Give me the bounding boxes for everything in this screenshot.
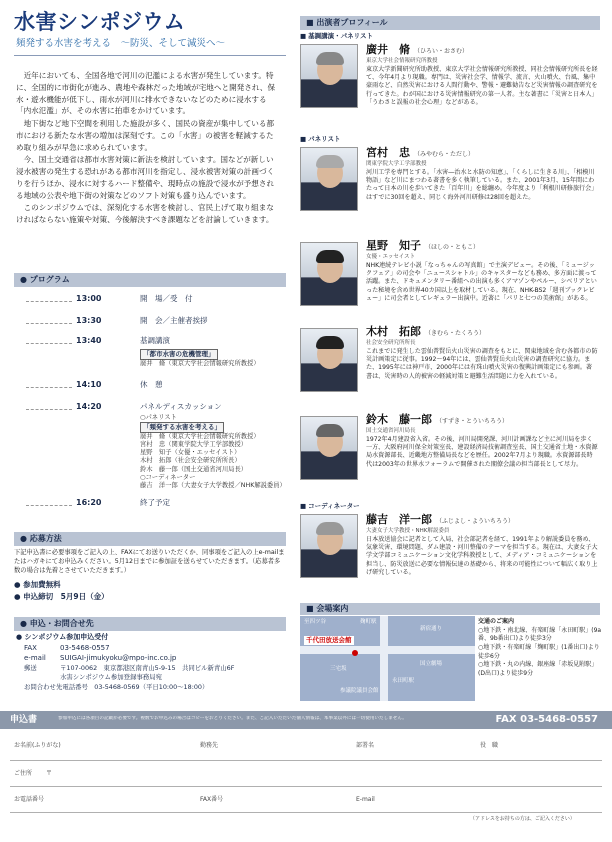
program-dash xyxy=(26,409,72,410)
program-desc: 休 憩 xyxy=(140,380,163,389)
contact-post-row2: 水害シンポジウム参加登録事務局宛 xyxy=(60,673,163,682)
intro-paragraph: 近年においても、全国各地で河川の氾濫による水害が発生しています。特に、全国的に市街化が進み、農地や森林だった地域が宅地へと開発され、保水・遊水機能が低下し、雨水が河川に排水できないなどのために浸水する「内水氾濫」が、その水害に拍車をかけています。 xyxy=(16,71,276,116)
profile-card xyxy=(300,236,600,318)
access-title: 交通のご案内 xyxy=(478,618,515,625)
venue-map xyxy=(300,616,475,701)
profile-card xyxy=(300,410,600,498)
program-desc: 開 場／受 付 xyxy=(140,294,193,303)
program-row xyxy=(18,402,286,498)
profile-name xyxy=(366,413,508,428)
panelist: 木村 拓郎（社会安全研究所所長） xyxy=(140,457,241,465)
contact-heading xyxy=(14,617,286,631)
venue-info xyxy=(478,618,603,679)
panelist: 廣井 脩（東京大学社会情報研究所教授） xyxy=(140,432,260,440)
keynote-speaker: 廣井 脩（東京大学社会情報研究所教授） xyxy=(140,359,260,367)
dept-field-label: 部署名 xyxy=(356,742,375,749)
contact-post-row xyxy=(16,664,288,674)
post-address: 〒107-0062 東京都港区南青山5-9-15 共同ビル新青山6F xyxy=(60,663,235,672)
fax-label: FAX xyxy=(24,643,37,652)
program-list xyxy=(18,290,286,507)
profile-photo xyxy=(300,416,358,480)
email-footnote: （アドレスをお持ちの方は、ご記入ください） xyxy=(470,816,575,822)
profile-role: 東京大学社会情報研究所教授 xyxy=(366,58,438,64)
access-item: ○地下鉄・丸の内線、銀座線「赤坂見附駅」(D出口)より徒歩9分 xyxy=(478,661,598,678)
venue-heading xyxy=(300,603,600,615)
contact-heading-text: 申込・お問合せ先 xyxy=(29,619,94,628)
tel-number: 03-5468-0569 xyxy=(94,682,140,691)
profile-bio: これまでに発生した雲仙普賢岳火山災害の調査をもとに、関東地域を含む各都市の防災計画策定に従事。1992〜94年には、雲仙普賢岳火山災害の調査研究に協力。また、1995年には神戸市、2000年には有珠山噴火災害の復興計画策定にも参画。著書は、災害時の人的被害の軽減対策と避難生活問題に力を入れている。 xyxy=(366,348,598,380)
map-label: 至四ツ谷 xyxy=(304,619,327,625)
profile-category: ■ 基調講演・パネリスト xyxy=(300,32,600,41)
post-label: 郵送 xyxy=(24,663,37,672)
program-time: 14:20 xyxy=(76,402,102,411)
program-desc: パネルディスカッション xyxy=(140,402,222,411)
apply-fee: ● 参加費無料 xyxy=(14,580,61,589)
company-field-label: 勤務先 xyxy=(200,742,219,749)
profile-bio: 東京大学新聞研究所助教授、東京大学社会情報研究所教授、同社会情報研究所長を経て、今年4月より現職。専門は、災害社会学、情報学、流言、火山噴火、台風、集中豪雨など、自然災害における人間行動や、警報・避難勧告など災害情報の調査研究を行ってきた。わが国における災害情報研究の第一人者。主な著書に「災害と日本人」「うわさと誤報の社会心理」などがある。 xyxy=(366,66,598,106)
profile-kana: （ほしの・ともこ） xyxy=(425,244,480,251)
coordinator: 藤吉 洋一郎（大妻女子大学教授／NHK解説委員） xyxy=(140,481,286,489)
profile-card xyxy=(300,322,600,404)
map-label: 永田町駅 xyxy=(392,678,415,684)
postal-field-label: 〒 xyxy=(46,770,53,777)
program-heading xyxy=(14,273,286,287)
profile-role: 関東学院大学工学部教授 xyxy=(366,161,427,167)
program-desc: 終了予定 xyxy=(140,498,170,507)
coordinator-label: ○コーディネーター xyxy=(140,473,196,481)
profile-heading-icon: ■ xyxy=(306,18,314,27)
form-heading-bar xyxy=(0,711,612,729)
map-label: 参議院議員会館 xyxy=(340,688,379,694)
program-desc: 基調講演 xyxy=(140,336,170,345)
keynote-title: 「都市水害の危機管理」 xyxy=(140,349,218,360)
profile-bio: 日本放送協会に記者として入局、社会部記者を経て、1991年より解説委員を務め、気象災害、環境問題、ダム建設・河川整備のテーマを担当する。現在は、大妻女子大学文学部コミュニケーション文化学科教授として、メディア・コミュニケーションを担当し、防災放送に必要な情報伝達の基礎から、将来の可能性について幅広く取り上げ研究している。 xyxy=(366,536,598,576)
map-marker-icon xyxy=(352,650,358,656)
profile-role: 女優・エッセイスト xyxy=(366,254,416,260)
map-hall-label: 千代田放送会館 xyxy=(306,636,352,644)
panelists-label: ○パネリスト xyxy=(140,414,177,421)
tel-hours: （平日10:00〜18:00） xyxy=(139,682,209,691)
map-label: 麹町駅 xyxy=(360,619,377,625)
profile-bio: 河川工学を専門とする。「水害―治水と水防の知恵」、「くらしに生きる川」、「相模川物語」など川にまつわる著書を多く執筆している。また、2001年3月、15年間にわたって日本の川を歩いてきた「百年川」を総纏め。今年度より「利根川研修旅行会」はすでに30回を超え、同じく海外河川研修は28回を超えた。 xyxy=(366,169,598,201)
profile-category: ■ コーディネーター xyxy=(300,502,600,511)
contact-org: シンポジウム参加申込受付 xyxy=(24,633,109,641)
contact-org-row: ● シンポジウム参加申込受付 xyxy=(16,633,109,641)
program-row xyxy=(18,336,286,380)
email-label: e-mail xyxy=(24,654,46,662)
fax-field-label: FAX番号 xyxy=(200,796,224,803)
contact-tel-row xyxy=(24,683,288,693)
profile-heading-text: 出演者プロフィール xyxy=(316,18,388,27)
program-row xyxy=(18,316,286,330)
profile-name xyxy=(366,513,514,528)
program-row xyxy=(18,380,286,394)
profile-role: 大妻女子大学教授・NHK解説委員 xyxy=(366,528,450,534)
tel-label: お問合わせ先電話番号 xyxy=(24,682,88,691)
profile-role: 国土交通省河川局長 xyxy=(366,428,416,434)
contact-block xyxy=(16,632,288,692)
panelist: 鈴木 藤一郎（国土交通省河川局長） xyxy=(140,465,248,473)
contact-fax-row xyxy=(16,643,288,654)
profile-name-text: 星野 知子 xyxy=(366,239,421,252)
profile-heading xyxy=(300,16,600,30)
profile-card xyxy=(300,502,600,602)
deadline-text: 申込締切 5月9日（金） xyxy=(23,592,109,601)
form-fax: FAX 03-5468-0557 xyxy=(495,714,598,725)
program-time: 13:30 xyxy=(76,316,102,325)
profile-name-text: 木村 拓郎 xyxy=(366,325,421,338)
program-time: 13:00 xyxy=(76,294,102,303)
panel-title: 「頻発する水害を考える」 xyxy=(140,422,224,433)
contact-heading-icon: ● xyxy=(20,619,27,628)
profile-kana: （ひろい・おさむ） xyxy=(414,48,469,55)
form-heading: 申込書 xyxy=(10,715,38,725)
map-label: 新宿通り xyxy=(420,626,443,632)
profile-kana: （ふじよし・よういちろう） xyxy=(436,518,515,525)
contact-email-row xyxy=(16,653,288,664)
profile-card xyxy=(300,32,600,132)
access-item: ○地下鉄・有楽町線「麹町駅」(1番出口)より徒歩6分 xyxy=(478,644,600,660)
profile-kana: （みやむら・ただし） xyxy=(414,151,475,158)
program-time: 14:10 xyxy=(76,380,102,389)
keynote-block xyxy=(140,349,300,368)
profile-photo xyxy=(300,328,358,392)
profile-role: 社会安全研究所所長 xyxy=(366,340,416,346)
profile-bio: NHK連続テレビ小説「なっちゃんの写真館」で主演デビュー。その後、「ミュージックフェア」の司会や「ニュースシャトル」のキャスターなども務め、多方面に渡って活躍。また、ドキュメンタリー番組への出演も多くアマゾンやペルー、シベリアといった秘境を含め世界40カ国以上を取材している。現在、NHK-BS2「週刊ブックレビュー」に司会者としてレギュラー出演中。近著に「パリと七つの美術館」がある。 xyxy=(366,262,597,302)
program-time: 13:40 xyxy=(76,336,102,345)
page-subtitle: 頻発する水害を考える 〜防災、そして減災へ〜 xyxy=(16,38,226,49)
apply-text: 下記申込書に必要事項をご記入の上、FAXにてお送りいただくか、同事項をご記入の上e-mailまたはハガキにてお申込みください。5月12日までに参加証を送らせていただきます。（応募者多数の場合は先着とさせていただきます。） xyxy=(14,549,285,574)
name-row-input[interactable] xyxy=(10,760,602,761)
program-row xyxy=(18,294,286,308)
fee-text: 参加費無料 xyxy=(23,580,61,589)
profile-name xyxy=(366,43,468,58)
title-field-label: 役 職 xyxy=(480,742,499,749)
phone-row-input[interactable] xyxy=(10,812,602,813)
profile-name-text: 藤吉 洋一郎 xyxy=(366,513,432,526)
profile-photo xyxy=(300,242,358,306)
page-title: 水害シンポジウム xyxy=(14,10,186,34)
program-dash xyxy=(26,343,72,344)
program-heading-icon: ● xyxy=(20,275,27,284)
venue-heading-icon: ■ xyxy=(306,604,314,613)
intro-text xyxy=(16,70,281,227)
program-dash xyxy=(26,505,72,506)
apply-heading-text: 応募方法 xyxy=(29,534,62,543)
program-time: 16:20 xyxy=(76,498,102,507)
intro-paragraph: 今、国土交通省は都市水害対策に新法を検討しています。国などが新しい浸水被害の発生する恐れがある都市河川を指定し、浸水被害対策の計画づくりを行うほか、浸水に対するハード整備や、現時点の施設で浸水が予想される地域の公表や地下街の対策などのソフト対策も盛り込んでいます。 xyxy=(16,155,275,200)
program-desc: 開 会／主催者挨拶 xyxy=(140,316,208,325)
profile-name xyxy=(366,239,479,254)
apply-heading-icon: ● xyxy=(20,534,27,543)
apply-heading xyxy=(14,532,286,546)
profile-kana: （すずき・とういちろう） xyxy=(436,418,509,425)
program-dash xyxy=(26,387,72,388)
panelist: 星野 知子（女優・エッセイスト） xyxy=(140,449,241,457)
program-heading-text: プログラム xyxy=(29,275,70,284)
profile-photo xyxy=(300,147,358,211)
name-field-label: お名前(ふりがな) xyxy=(14,742,61,749)
program-dash xyxy=(26,301,72,302)
profile-kana: （きむら・たくろう） xyxy=(425,330,486,337)
profile-name xyxy=(366,146,474,161)
intro-paragraph: このシンポジウムでは、深刻化する水害を検討し、官民上げて取り組まなければならない施策や対策、今後解決すべき課題などを討論していきます。 xyxy=(16,203,274,225)
access-item: ○地下鉄・南北線、有楽町線「永田町駅」(9a番、9b番出口)より徒歩3分 xyxy=(478,626,602,643)
email-link[interactable]: SUIGAI-jimukyoku@mpo-inc.co.jp xyxy=(60,654,177,662)
profile-name xyxy=(366,325,485,340)
fax-number: 03-5468-0557 xyxy=(60,643,110,652)
profile-card xyxy=(300,135,600,235)
profile-name-text: 宮村 忠 xyxy=(366,146,410,159)
profile-category: ■ パネリスト xyxy=(300,135,600,144)
map-label: 三宅坂 xyxy=(330,666,347,672)
title-rule xyxy=(14,55,286,56)
panel-block xyxy=(140,414,305,490)
address-field-label: ご住所 xyxy=(14,770,33,777)
apply-deadline: ● 申込締切 5月9日（金） xyxy=(14,592,109,601)
map-label: 国立劇場 xyxy=(420,661,443,667)
phone-field-label: お電話番号 xyxy=(14,796,45,803)
address-row-input[interactable] xyxy=(10,786,602,787)
profile-name-text: 廣井 脩 xyxy=(366,43,410,56)
profile-bio: 1972年4月建設省入省。その後、河川局開発課、河川計画課など主に河川局を歩く一方、大阪府河川保全対策室長、建設経済局技術調査室長、国土交通省土地・水資源局水資源部長、近畿地方整備局長などを歴任。2002年7月より現職。水資源部長時代は2003年の世界水フォーラムで開催された閣僚会議の担当部長として尽力。 xyxy=(366,436,598,468)
profile-photo xyxy=(300,514,358,578)
email-field-label: E-mail xyxy=(356,796,375,803)
form-note: 参加申込には各項目の記載が必要です。複数でお申込みの場合はコピーをおとりください。また、ご記入いただいた個人情報は、本事業以外には一切使用いたしません。 xyxy=(58,716,407,721)
map-road xyxy=(380,616,388,701)
venue-heading-text: 会場案内 xyxy=(316,604,349,613)
program-dash xyxy=(26,323,72,324)
panelist: 宮村 忠（関東学院大学工学部教授） xyxy=(140,441,248,449)
intro-paragraph: 地下街など地下空間を利用した施設が多く、国民の資産が集中している都市における新たな水害の増加は深刻です。この「水害」の被害を軽減するため取り組みが早急に求められています。 xyxy=(16,119,275,152)
profile-photo xyxy=(300,44,358,108)
program-row xyxy=(18,498,286,512)
profile-name-text: 鈴木 藤一郎 xyxy=(366,413,432,426)
